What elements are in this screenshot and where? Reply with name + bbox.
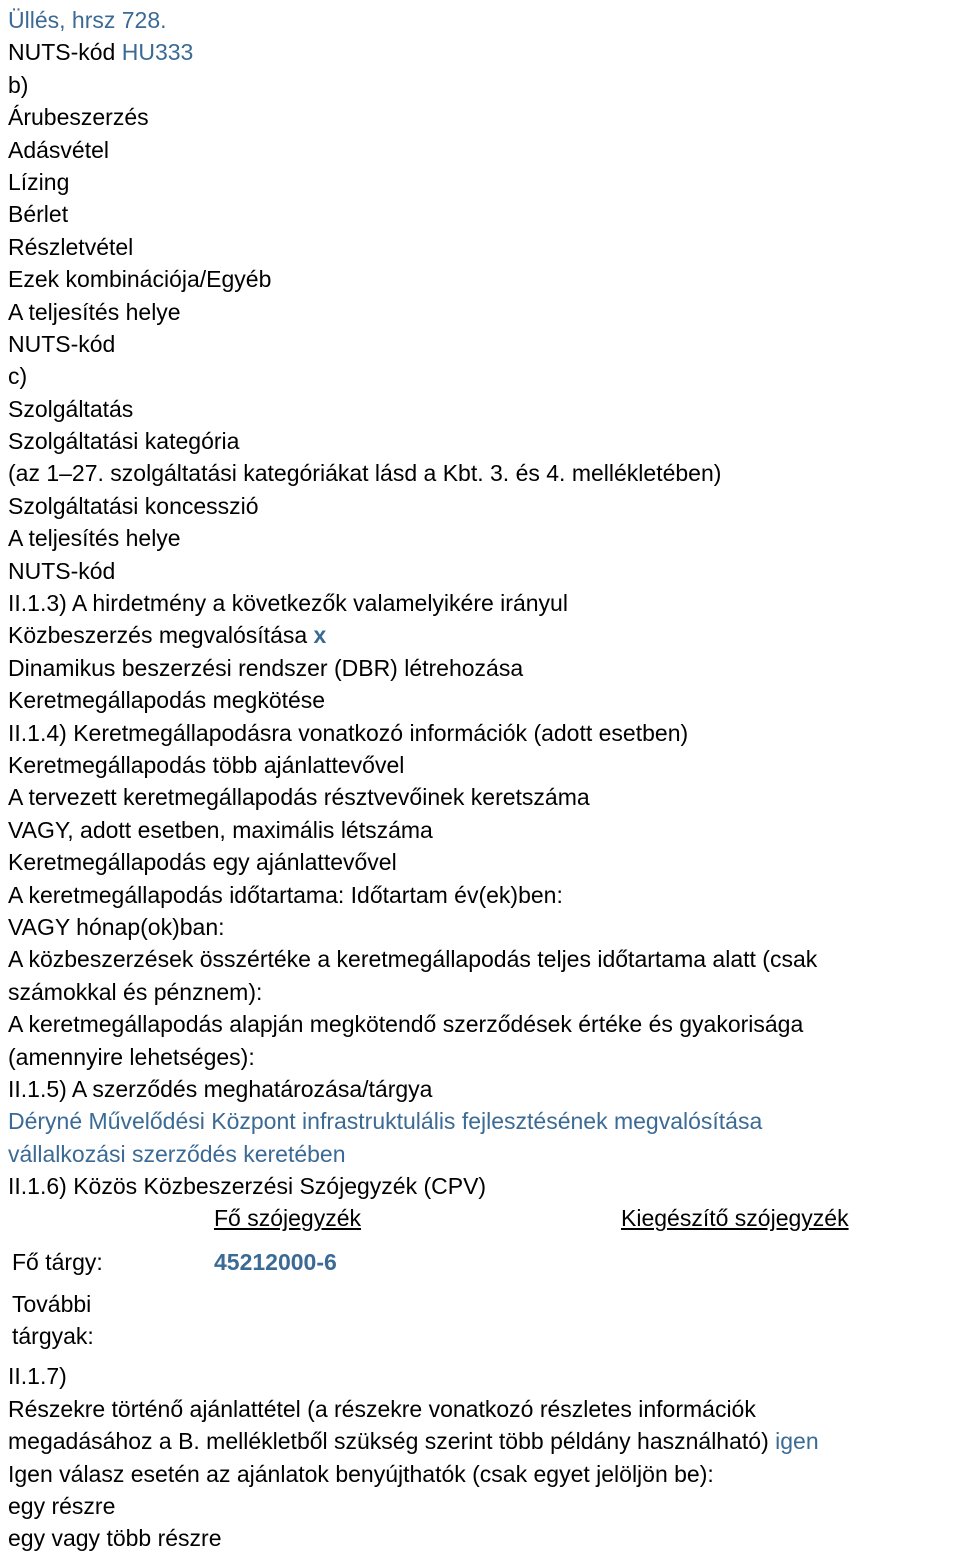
text-segment: Üllés, hrsz 728. (8, 7, 167, 33)
text-line (8, 134, 960, 166)
form-section-bottom (8, 1360, 960, 1554)
text-segment: Szolgáltatási koncesszió (8, 492, 259, 519)
text-segment: Ezek kombinációja/Egyéb (8, 266, 272, 293)
text-segment: c) (8, 363, 28, 390)
text-line (8, 328, 960, 360)
text-segment: igen (775, 1428, 819, 1455)
cpv-main-vocabulary-header: Fő szójegyzék (214, 1205, 362, 1232)
text-line (8, 717, 960, 749)
text-segment: b) (8, 71, 29, 98)
text-segment: Bérlet (8, 201, 69, 228)
text-line (8, 490, 960, 522)
text-line (8, 425, 960, 457)
text-line (8, 619, 960, 651)
text-line (8, 166, 960, 198)
text-line (8, 1425, 960, 1457)
text-line (8, 555, 960, 587)
text-line (8, 1458, 960, 1490)
text-line (8, 879, 960, 911)
text-line (8, 1360, 960, 1392)
text-line (8, 36, 960, 68)
text-line (8, 1073, 960, 1105)
text-line (8, 101, 960, 133)
text-line (8, 4, 960, 36)
text-line (8, 263, 960, 295)
text-segment: II.1.7) (8, 1363, 67, 1390)
cpv-other-objects-label-line2: tárgyak: (12, 1323, 94, 1350)
text-segment: Lízing (8, 168, 70, 195)
document-page (8, 4, 960, 1555)
text-line (8, 69, 960, 101)
text-line (8, 976, 960, 1008)
text-segment: NUTS-kód (8, 39, 122, 66)
text-segment: Szolgáltatási kategória (8, 428, 240, 455)
form-section-top (8, 4, 960, 1202)
text-segment: (amennyire lehetséges): (8, 1043, 255, 1070)
text-segment: Déryné Művelődési Központ infrastruktulális fejlesztésének megvalósítása (8, 1108, 763, 1135)
text-line (8, 846, 960, 878)
text-segment: A keretmegállapodás időtartama: Időtartam év(ek)ben: (8, 881, 563, 908)
text-segment: Közbeszerzés megvalósítása (8, 622, 314, 649)
text-line (8, 684, 960, 716)
text-line (8, 457, 960, 489)
text-line (8, 749, 960, 781)
text-segment: Adásvétel (8, 136, 110, 163)
text-line (8, 198, 960, 230)
text-segment: számokkal és pénznem): (8, 978, 263, 1005)
text-segment: Igen válasz esetén az ajánlatok benyújthatók (csak egyet jelöljön be): (8, 1460, 714, 1487)
text-line (8, 1490, 960, 1522)
text-segment: VAGY, adott esetben, maximális létszáma (8, 816, 433, 843)
text-segment: Részletvétel (8, 233, 134, 260)
text-segment: A közbeszerzések összértéke a keretmegállapodás teljes időtartama alatt (csak (8, 946, 818, 973)
text-line (8, 652, 960, 684)
text-line (8, 296, 960, 328)
text-line (8, 943, 960, 975)
text-segment: Keretmegállapodás megkötése (8, 687, 326, 714)
text-segment: II.1.4) Keretmegállapodásra vonatkozó információk (adott esetben) (8, 719, 689, 746)
text-line (8, 1522, 960, 1554)
text-line (8, 360, 960, 392)
text-line (8, 814, 960, 846)
text-line (8, 1008, 960, 1040)
cpv-supplementary-vocabulary-header: Kiegészítő szójegyzék (621, 1205, 849, 1232)
text-line (8, 393, 960, 425)
text-segment: Árubeszerzés (8, 104, 149, 131)
text-segment: egy részre (8, 1493, 116, 1520)
text-segment: (az 1–27. szolgáltatási kategóriákat lásd a Kbt. 3. és 4. mellékletében) (8, 460, 722, 487)
cpv-table (8, 1202, 960, 1360)
cpv-main-object-code: 45212000-6 (214, 1249, 337, 1276)
text-segment: Részekre történő ajánlattétel (a részekre vonatkozó részletes információk (8, 1395, 756, 1422)
text-line (8, 1041, 960, 1073)
text-segment: x (313, 622, 327, 649)
cpv-main-object-label: Fő tárgy: (12, 1249, 103, 1276)
text-segment: II.1.5) A szerződés meghatározása/tárgya (8, 1075, 433, 1102)
text-segment: vállalkozási szerződés keretében (8, 1140, 346, 1167)
text-line (8, 1170, 960, 1202)
text-segment: II.1.3) A hirdetmény a következők valamelyikére irányul (8, 590, 568, 617)
text-segment: A keretmegállapodás alapján megkötendő szerződések értéke és gyakorisága (8, 1011, 804, 1038)
text-segment: A teljesítés helye (8, 525, 181, 552)
cpv-other-objects-label-line1: További (12, 1291, 92, 1318)
text-segment: Szolgáltatás (8, 395, 134, 422)
text-line (8, 231, 960, 263)
text-segment: A tervezett keretmegállapodás résztvevőinek keretszáma (8, 784, 590, 811)
text-segment: Keretmegállapodás egy ajánlattevővel (8, 849, 397, 876)
text-segment: A teljesítés helye (8, 298, 181, 325)
text-segment: megadásához a B. mellékletből szükség szerint több példány használható) (8, 1428, 776, 1455)
text-segment: NUTS-kód (8, 557, 116, 584)
text-segment: HU333 (121, 39, 194, 66)
text-segment: Dinamikus beszerzési rendszer (DBR) létrehozása (8, 654, 524, 681)
text-segment: Keretmegállapodás több ajánlattevővel (8, 751, 405, 778)
text-line (8, 1138, 960, 1170)
text-line (8, 1105, 960, 1137)
text-segment: II.1.6) Közös Közbeszerzési Szójegyzék (CPV) (8, 1173, 487, 1200)
text-line (8, 911, 960, 943)
text-line (8, 781, 960, 813)
text-segment: NUTS-kód (8, 330, 116, 357)
text-line (8, 522, 960, 554)
text-line (8, 587, 960, 619)
text-line (8, 1393, 960, 1425)
text-segment: egy vagy több részre (8, 1525, 222, 1552)
text-segment: VAGY hónap(ok)ban: (8, 913, 225, 940)
